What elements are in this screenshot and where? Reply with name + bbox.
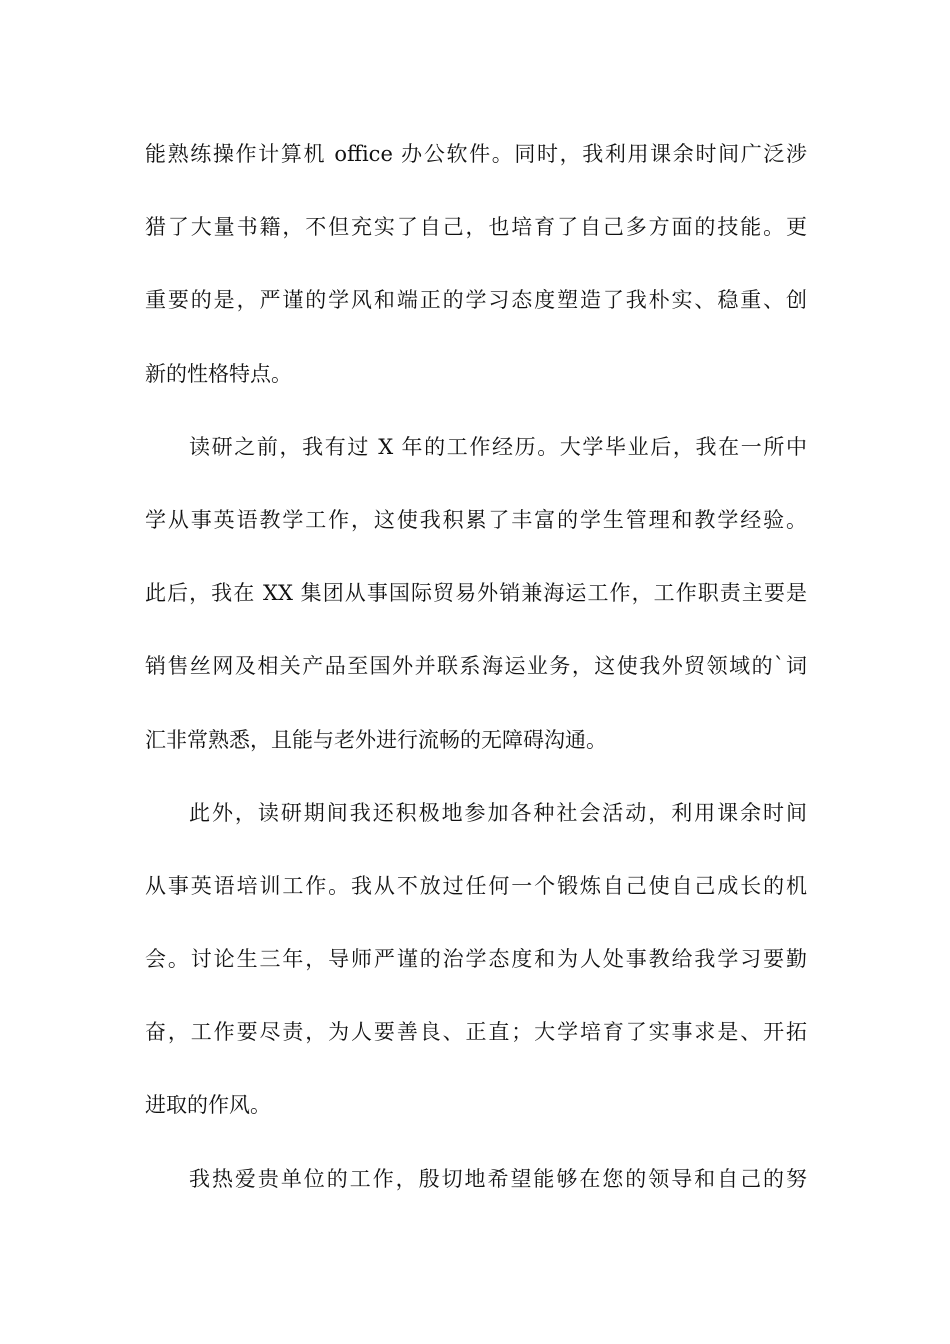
paragraph-first-line: 我热爱贵单位的工作，殷切地希望能够在您的领导和自己的努 <box>189 1166 807 1191</box>
paragraph-first-line: 读研之前，我有过 X 年的工作经历。大学毕业后，我在一所中 <box>189 434 807 459</box>
text-line: 新的性格特点。 <box>145 361 292 386</box>
text-line: 此后，我在 XX 集团从事国际贸易外销兼海运工作，工作职责主要是 <box>145 581 807 606</box>
text-line: 猎了大量书籍，不但充实了自己，也培育了自己多方面的技能。更 <box>145 215 807 240</box>
text-line: 汇非常熟悉，且能与老外进行流畅的无障碍沟通。 <box>145 727 607 752</box>
text-line: 销售丝网及相关产品至国外并联系海运业务，这使我外贸领域的`词 <box>145 654 807 679</box>
text-line: 能熟练操作计算机 office 办公软件。同时，我利用课余时间广泛涉 <box>145 142 807 166</box>
text-line: 学从事英语教学工作，这使我积累了丰富的学生管理和教学经验。 <box>145 507 807 532</box>
text-line: 从事英语培训工作。我从不放过任何一个锻炼自己使自己成长的机 <box>145 873 807 898</box>
body-text <box>145 128 807 1226</box>
text-line: 奋，工作要尽责，为人要善良、正直；大学培育了实事求是、开拓 <box>145 1020 807 1045</box>
text-line: 重要的是，严谨的学风和端正的学习态度塑造了我朴实、稳重、创 <box>145 288 807 313</box>
paragraph-first-line: 此外，读研期间我还积极地参加各种社会活动，利用课余时间 <box>189 800 807 825</box>
text-line: 会。讨论生三年，导师严谨的治学态度和为人处事教给我学习要勤 <box>145 947 807 972</box>
text-line: 进取的作风。 <box>145 1093 271 1118</box>
